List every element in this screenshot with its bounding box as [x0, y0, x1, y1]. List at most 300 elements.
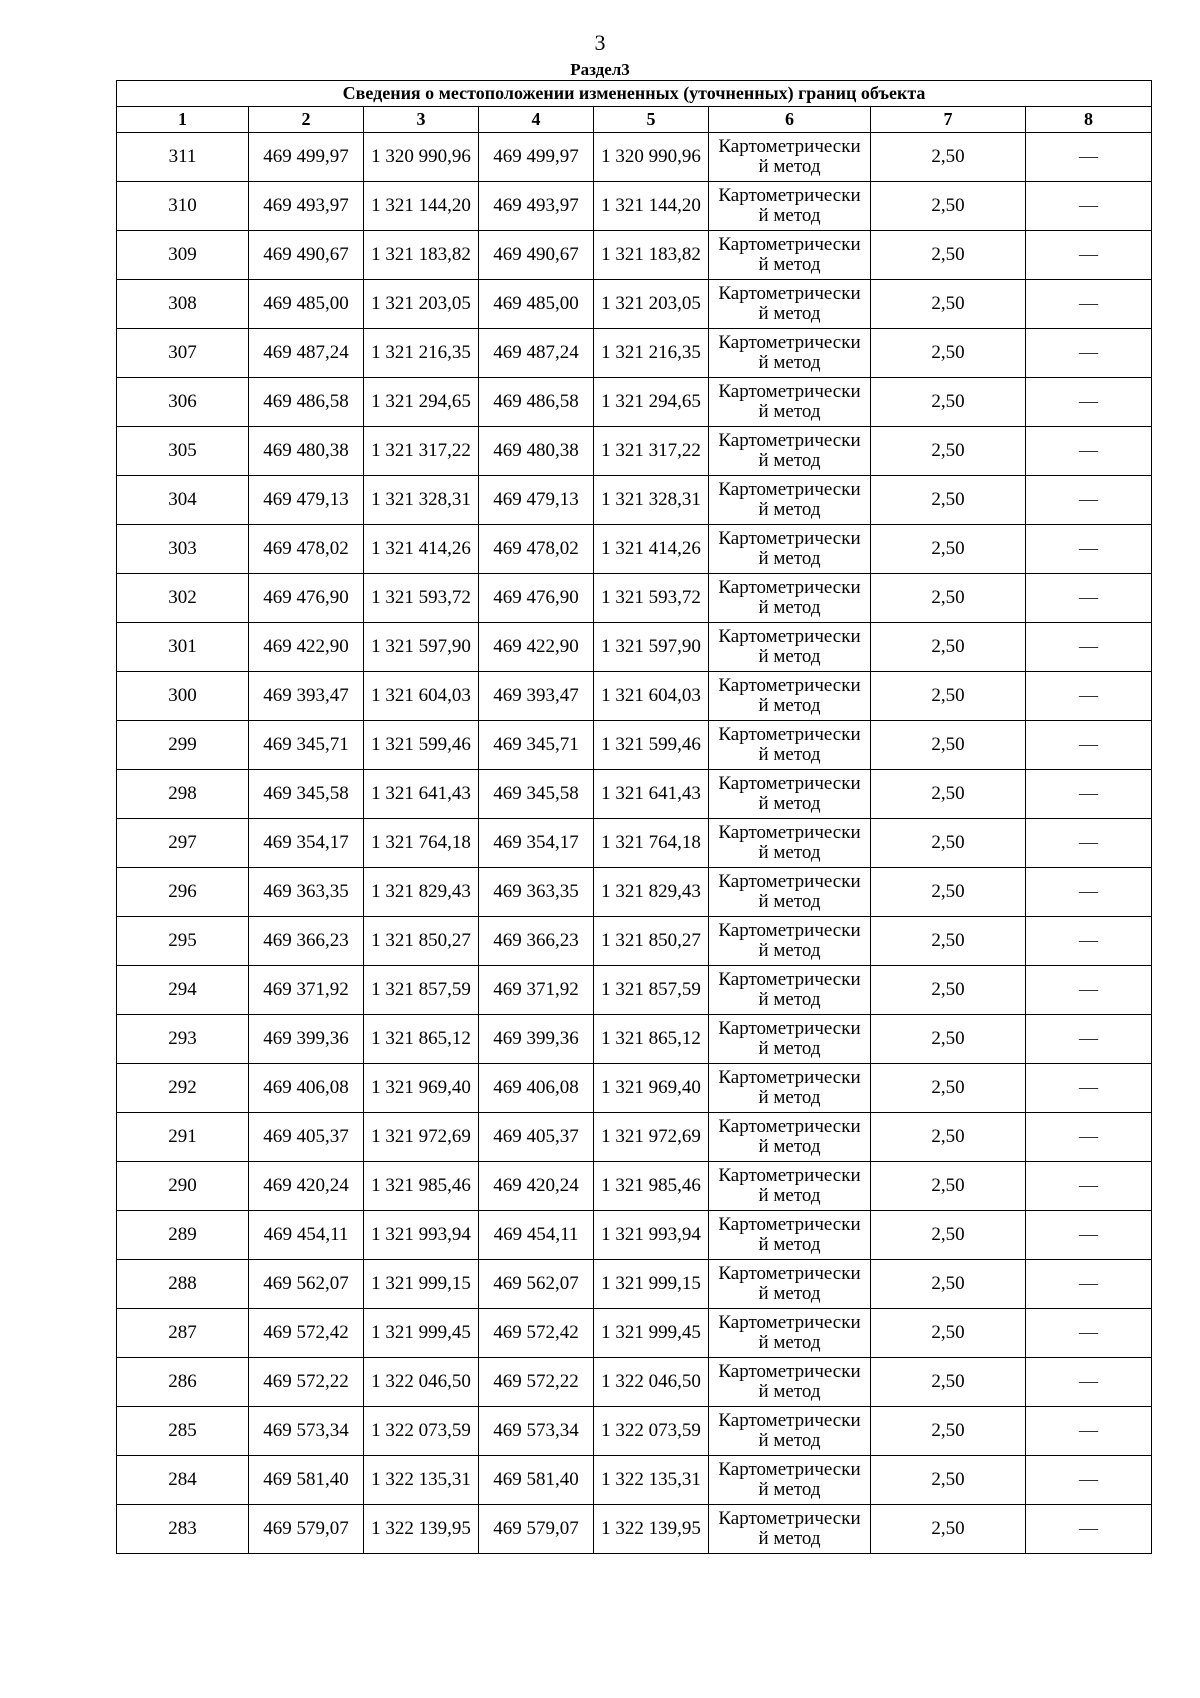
table-row — [117, 378, 1152, 427]
x-existing-cell: 469 486,58 — [249, 378, 364, 427]
x-existing-cell: 469 422,90 — [249, 623, 364, 672]
accuracy-cell: 2,50 — [871, 770, 1026, 819]
method-line-2: й метод — [758, 793, 821, 814]
y-existing-cell: 1 321 203,05 — [364, 280, 479, 329]
method-line-1: Картометрически — [718, 136, 861, 157]
x-new-cell: 469 345,58 — [479, 770, 594, 819]
x-existing-cell: 469 363,35 — [249, 868, 364, 917]
y-existing-cell: 1 321 764,18 — [364, 819, 479, 868]
accuracy-cell: 2,50 — [871, 427, 1026, 476]
accuracy-cell: 2,50 — [871, 1407, 1026, 1456]
x-existing-cell: 469 493,97 — [249, 182, 364, 231]
accuracy-cell: 2,50 — [871, 819, 1026, 868]
method-cell — [709, 329, 871, 378]
x-new-cell: 469 345,71 — [479, 721, 594, 770]
y-existing-cell: 1 321 865,12 — [364, 1015, 479, 1064]
description-cell: — — [1026, 721, 1152, 770]
table-row — [117, 1407, 1152, 1456]
x-new-cell: 469 371,92 — [479, 966, 594, 1015]
accuracy-cell: 2,50 — [871, 623, 1026, 672]
y-new-cell: 1 321 850,27 — [594, 917, 709, 966]
column-header-1: 1 — [117, 107, 249, 133]
x-existing-cell: 469 393,47 — [249, 672, 364, 721]
point-number-cell: 297 — [117, 819, 249, 868]
method-line-1: Картометрически — [718, 577, 861, 598]
method-line-2: й метод — [758, 401, 821, 422]
y-new-cell: 1 322 139,95 — [594, 1505, 709, 1554]
y-new-cell: 1 321 985,46 — [594, 1162, 709, 1211]
table-row — [117, 427, 1152, 476]
y-new-cell: 1 321 764,18 — [594, 819, 709, 868]
method-line-1: Картометрически — [718, 724, 861, 745]
point-number-cell: 301 — [117, 623, 249, 672]
table-row — [117, 819, 1152, 868]
point-number-cell: 307 — [117, 329, 249, 378]
method-line-1: Картометрически — [718, 283, 861, 304]
y-existing-cell: 1 321 216,35 — [364, 329, 479, 378]
method-line-2: й метод — [758, 1234, 821, 1255]
method-cell — [709, 770, 871, 819]
y-existing-cell: 1 321 328,31 — [364, 476, 479, 525]
x-existing-cell: 469 406,08 — [249, 1064, 364, 1113]
description-cell: — — [1026, 1162, 1152, 1211]
method-line-2: й метод — [758, 1430, 821, 1451]
accuracy-cell: 2,50 — [871, 1015, 1026, 1064]
y-existing-cell: 1 321 969,40 — [364, 1064, 479, 1113]
method-cell — [709, 917, 871, 966]
method-cell — [709, 1211, 871, 1260]
accuracy-cell: 2,50 — [871, 476, 1026, 525]
table-row — [117, 329, 1152, 378]
x-new-cell: 469 399,36 — [479, 1015, 594, 1064]
method-line-1: Картометрически — [718, 1018, 861, 1039]
description-cell: — — [1026, 623, 1152, 672]
method-line-1: Картометрически — [718, 1410, 861, 1431]
x-existing-cell: 469 487,24 — [249, 329, 364, 378]
method-line-2: й метод — [758, 1332, 821, 1353]
x-new-cell: 469 573,34 — [479, 1407, 594, 1456]
table-row — [117, 917, 1152, 966]
x-existing-cell: 469 499,97 — [249, 133, 364, 182]
method-line-1: Картометрически — [718, 332, 861, 353]
point-number-cell: 286 — [117, 1358, 249, 1407]
x-new-cell: 469 499,97 — [479, 133, 594, 182]
x-new-cell: 469 393,47 — [479, 672, 594, 721]
x-new-cell: 469 422,90 — [479, 623, 594, 672]
y-existing-cell: 1 322 073,59 — [364, 1407, 479, 1456]
table-row — [117, 1211, 1152, 1260]
y-new-cell: 1 322 046,50 — [594, 1358, 709, 1407]
y-existing-cell: 1 321 597,90 — [364, 623, 479, 672]
description-cell: — — [1026, 1505, 1152, 1554]
x-new-cell: 469 581,40 — [479, 1456, 594, 1505]
method-line-1: Картометрически — [718, 234, 861, 255]
y-existing-cell: 1 321 294,65 — [364, 378, 479, 427]
point-number-cell: 291 — [117, 1113, 249, 1162]
table-row — [117, 1505, 1152, 1554]
y-existing-cell: 1 321 850,27 — [364, 917, 479, 966]
column-header-3: 3 — [364, 107, 479, 133]
method-cell — [709, 1113, 871, 1162]
table-row — [117, 672, 1152, 721]
table-row — [117, 1456, 1152, 1505]
method-cell — [709, 868, 871, 917]
y-new-cell: 1 322 135,31 — [594, 1456, 709, 1505]
x-existing-cell: 469 490,67 — [249, 231, 364, 280]
method-cell — [709, 721, 871, 770]
y-existing-cell: 1 322 139,95 — [364, 1505, 479, 1554]
y-existing-cell: 1 321 599,46 — [364, 721, 479, 770]
column-header-5: 5 — [594, 107, 709, 133]
x-existing-cell: 469 485,00 — [249, 280, 364, 329]
method-line-2: й метод — [758, 156, 821, 177]
method-line-1: Картометрически — [718, 773, 861, 794]
x-new-cell: 469 572,22 — [479, 1358, 594, 1407]
method-line-2: й метод — [758, 548, 821, 569]
point-number-cell: 306 — [117, 378, 249, 427]
x-existing-cell: 469 399,36 — [249, 1015, 364, 1064]
boundary-coordinates-table — [116, 80, 1152, 1554]
table-row — [117, 525, 1152, 574]
accuracy-cell: 2,50 — [871, 721, 1026, 770]
method-cell — [709, 1015, 871, 1064]
description-cell: — — [1026, 133, 1152, 182]
description-cell: — — [1026, 1358, 1152, 1407]
accuracy-cell: 2,50 — [871, 1456, 1026, 1505]
point-number-cell: 311 — [117, 133, 249, 182]
y-existing-cell: 1 321 144,20 — [364, 182, 479, 231]
point-number-cell: 300 — [117, 672, 249, 721]
column-header-7: 7 — [871, 107, 1026, 133]
y-existing-cell: 1 321 414,26 — [364, 525, 479, 574]
method-line-1: Картометрически — [718, 1165, 861, 1186]
y-new-cell: 1 321 999,15 — [594, 1260, 709, 1309]
point-number-cell: 308 — [117, 280, 249, 329]
description-cell: — — [1026, 917, 1152, 966]
method-cell — [709, 378, 871, 427]
column-header-8: 8 — [1026, 107, 1152, 133]
x-existing-cell: 469 573,34 — [249, 1407, 364, 1456]
y-new-cell: 1 321 203,05 — [594, 280, 709, 329]
table-row — [117, 476, 1152, 525]
accuracy-cell: 2,50 — [871, 231, 1026, 280]
method-line-2: й метод — [758, 1528, 821, 1549]
point-number-cell: 293 — [117, 1015, 249, 1064]
description-cell: — — [1026, 476, 1152, 525]
description-cell: — — [1026, 1211, 1152, 1260]
x-existing-cell: 469 572,22 — [249, 1358, 364, 1407]
y-new-cell: 1 321 857,59 — [594, 966, 709, 1015]
y-existing-cell: 1 322 135,31 — [364, 1456, 479, 1505]
y-new-cell: 1 321 829,43 — [594, 868, 709, 917]
table-row — [117, 1260, 1152, 1309]
table-row — [117, 574, 1152, 623]
accuracy-cell: 2,50 — [871, 966, 1026, 1015]
method-line-2: й метод — [758, 499, 821, 520]
y-existing-cell: 1 321 972,69 — [364, 1113, 479, 1162]
method-line-2: й метод — [758, 1381, 821, 1402]
table-row — [117, 1162, 1152, 1211]
x-new-cell: 469 476,90 — [479, 574, 594, 623]
table-row — [117, 770, 1152, 819]
x-new-cell: 469 579,07 — [479, 1505, 594, 1554]
method-cell — [709, 1456, 871, 1505]
method-line-2: й метод — [758, 940, 821, 961]
point-number-cell: 288 — [117, 1260, 249, 1309]
method-line-2: й метод — [758, 254, 821, 275]
table-row — [117, 1113, 1152, 1162]
method-line-1: Картометрически — [718, 626, 861, 647]
description-cell: — — [1026, 1015, 1152, 1064]
point-number-cell: 303 — [117, 525, 249, 574]
column-header-4: 4 — [479, 107, 594, 133]
y-existing-cell: 1 321 604,03 — [364, 672, 479, 721]
table-row — [117, 182, 1152, 231]
y-new-cell: 1 321 969,40 — [594, 1064, 709, 1113]
y-existing-cell: 1 322 046,50 — [364, 1358, 479, 1407]
accuracy-cell: 2,50 — [871, 1358, 1026, 1407]
y-new-cell: 1 321 317,22 — [594, 427, 709, 476]
page-number: 3 — [594, 30, 606, 55]
table-row — [117, 966, 1152, 1015]
method-line-2: й метод — [758, 1087, 821, 1108]
x-existing-cell: 469 345,71 — [249, 721, 364, 770]
description-cell: — — [1026, 525, 1152, 574]
x-existing-cell: 469 572,42 — [249, 1309, 364, 1358]
accuracy-cell: 2,50 — [871, 1505, 1026, 1554]
x-existing-cell: 469 478,02 — [249, 525, 364, 574]
y-existing-cell: 1 321 183,82 — [364, 231, 479, 280]
method-line-1: Картометрически — [718, 1263, 861, 1284]
method-line-1: Картометрически — [718, 1214, 861, 1235]
section-title: Раздел3 — [570, 60, 630, 79]
x-new-cell: 469 493,97 — [479, 182, 594, 231]
y-existing-cell: 1 321 857,59 — [364, 966, 479, 1015]
x-existing-cell: 469 345,58 — [249, 770, 364, 819]
method-cell — [709, 231, 871, 280]
table-row — [117, 133, 1152, 182]
description-cell: — — [1026, 1113, 1152, 1162]
point-number-cell: 294 — [117, 966, 249, 1015]
method-line-2: й метод — [758, 205, 821, 226]
table-row — [117, 868, 1152, 917]
column-header-6: 6 — [709, 107, 871, 133]
x-new-cell: 469 572,42 — [479, 1309, 594, 1358]
y-new-cell: 1 321 641,43 — [594, 770, 709, 819]
method-cell — [709, 280, 871, 329]
y-new-cell: 1 321 183,82 — [594, 231, 709, 280]
table-row — [117, 1309, 1152, 1358]
x-existing-cell: 469 476,90 — [249, 574, 364, 623]
method-line-1: Картометрически — [718, 1508, 861, 1529]
method-cell — [709, 672, 871, 721]
point-number-cell: 304 — [117, 476, 249, 525]
x-new-cell: 469 406,08 — [479, 1064, 594, 1113]
accuracy-cell: 2,50 — [871, 182, 1026, 231]
point-number-cell: 299 — [117, 721, 249, 770]
x-new-cell: 469 478,02 — [479, 525, 594, 574]
method-line-1: Картометрически — [718, 1116, 861, 1137]
x-new-cell: 469 479,13 — [479, 476, 594, 525]
point-number-cell: 289 — [117, 1211, 249, 1260]
y-new-cell: 1 320 990,96 — [594, 133, 709, 182]
y-new-cell: 1 321 972,69 — [594, 1113, 709, 1162]
point-number-cell: 309 — [117, 231, 249, 280]
description-cell: — — [1026, 427, 1152, 476]
accuracy-cell: 2,50 — [871, 574, 1026, 623]
description-cell: — — [1026, 280, 1152, 329]
method-cell — [709, 1309, 871, 1358]
description-cell: — — [1026, 770, 1152, 819]
description-cell: — — [1026, 1407, 1152, 1456]
method-line-1: Картометрически — [718, 479, 861, 500]
x-new-cell: 469 486,58 — [479, 378, 594, 427]
x-existing-cell: 469 420,24 — [249, 1162, 364, 1211]
accuracy-cell: 2,50 — [871, 280, 1026, 329]
method-line-1: Картометрически — [718, 920, 861, 941]
accuracy-cell: 2,50 — [871, 1260, 1026, 1309]
method-line-1: Картометрически — [718, 430, 861, 451]
x-existing-cell: 469 581,40 — [249, 1456, 364, 1505]
method-line-2: й метод — [758, 646, 821, 667]
method-line-2: й метод — [758, 1185, 821, 1206]
method-line-2: й метод — [758, 1136, 821, 1157]
accuracy-cell: 2,50 — [871, 1162, 1026, 1211]
y-new-cell: 1 321 999,45 — [594, 1309, 709, 1358]
y-existing-cell: 1 321 317,22 — [364, 427, 479, 476]
description-cell: — — [1026, 672, 1152, 721]
method-line-2: й метод — [758, 597, 821, 618]
method-cell — [709, 133, 871, 182]
table-row — [117, 280, 1152, 329]
method-cell — [709, 574, 871, 623]
x-existing-cell: 469 354,17 — [249, 819, 364, 868]
method-line-2: й метод — [758, 450, 821, 471]
x-new-cell: 469 454,11 — [479, 1211, 594, 1260]
column-header-2: 2 — [249, 107, 364, 133]
table-row — [117, 1358, 1152, 1407]
description-cell: — — [1026, 1456, 1152, 1505]
method-line-1: Картометрически — [718, 528, 861, 549]
y-existing-cell: 1 320 990,96 — [364, 133, 479, 182]
y-existing-cell: 1 321 999,45 — [364, 1309, 479, 1358]
accuracy-cell: 2,50 — [871, 525, 1026, 574]
x-new-cell: 469 485,00 — [479, 280, 594, 329]
method-line-1: Картометрически — [718, 185, 861, 206]
y-new-cell: 1 321 294,65 — [594, 378, 709, 427]
y-new-cell: 1 321 593,72 — [594, 574, 709, 623]
description-cell: — — [1026, 1309, 1152, 1358]
x-existing-cell: 469 454,11 — [249, 1211, 364, 1260]
point-number-cell: 296 — [117, 868, 249, 917]
accuracy-cell: 2,50 — [871, 1211, 1026, 1260]
point-number-cell: 292 — [117, 1064, 249, 1113]
description-cell: — — [1026, 231, 1152, 280]
y-new-cell: 1 321 599,46 — [594, 721, 709, 770]
method-line-1: Картометрически — [718, 381, 861, 402]
x-existing-cell: 469 366,23 — [249, 917, 364, 966]
method-line-2: й метод — [758, 695, 821, 716]
accuracy-cell: 2,50 — [871, 1064, 1026, 1113]
method-cell — [709, 427, 871, 476]
point-number-cell: 298 — [117, 770, 249, 819]
y-new-cell: 1 322 073,59 — [594, 1407, 709, 1456]
method-line-1: Картометрически — [718, 675, 861, 696]
x-new-cell: 469 420,24 — [479, 1162, 594, 1211]
point-number-cell: 287 — [117, 1309, 249, 1358]
x-new-cell: 469 562,07 — [479, 1260, 594, 1309]
description-cell: — — [1026, 1064, 1152, 1113]
x-existing-cell: 469 479,13 — [249, 476, 364, 525]
x-new-cell: 469 354,17 — [479, 819, 594, 868]
method-cell — [709, 525, 871, 574]
method-cell — [709, 623, 871, 672]
method-line-1: Картометрически — [718, 822, 861, 843]
description-cell: — — [1026, 182, 1152, 231]
method-line-2: й метод — [758, 891, 821, 912]
x-new-cell: 469 490,67 — [479, 231, 594, 280]
description-cell: — — [1026, 1260, 1152, 1309]
table-row — [117, 231, 1152, 280]
x-new-cell: 469 487,24 — [479, 329, 594, 378]
description-cell: — — [1026, 966, 1152, 1015]
accuracy-cell: 2,50 — [871, 133, 1026, 182]
accuracy-cell: 2,50 — [871, 1309, 1026, 1358]
description-cell: — — [1026, 574, 1152, 623]
table-caption: Сведения о местоположении измененных (уточненных) границ объекта — [117, 81, 1152, 107]
y-new-cell: 1 321 604,03 — [594, 672, 709, 721]
description-cell: — — [1026, 329, 1152, 378]
method-line-2: й метод — [758, 352, 821, 373]
method-cell — [709, 1505, 871, 1554]
x-existing-cell: 469 480,38 — [249, 427, 364, 476]
point-number-cell: 285 — [117, 1407, 249, 1456]
y-new-cell: 1 321 328,31 — [594, 476, 709, 525]
accuracy-cell: 2,50 — [871, 917, 1026, 966]
description-cell: — — [1026, 378, 1152, 427]
x-new-cell: 469 480,38 — [479, 427, 594, 476]
x-existing-cell: 469 562,07 — [249, 1260, 364, 1309]
x-existing-cell: 469 371,92 — [249, 966, 364, 1015]
point-number-cell: 283 — [117, 1505, 249, 1554]
y-new-cell: 1 321 144,20 — [594, 182, 709, 231]
x-new-cell: 469 366,23 — [479, 917, 594, 966]
accuracy-cell: 2,50 — [871, 329, 1026, 378]
point-number-cell: 305 — [117, 427, 249, 476]
y-new-cell: 1 321 597,90 — [594, 623, 709, 672]
y-existing-cell: 1 321 999,15 — [364, 1260, 479, 1309]
table-row — [117, 623, 1152, 672]
table-row — [117, 1015, 1152, 1064]
accuracy-cell: 2,50 — [871, 868, 1026, 917]
y-existing-cell: 1 321 993,94 — [364, 1211, 479, 1260]
point-number-cell: 295 — [117, 917, 249, 966]
method-cell — [709, 966, 871, 1015]
y-new-cell: 1 321 865,12 — [594, 1015, 709, 1064]
table-row — [117, 1064, 1152, 1113]
accuracy-cell: 2,50 — [871, 672, 1026, 721]
x-new-cell: 469 363,35 — [479, 868, 594, 917]
point-number-cell: 284 — [117, 1456, 249, 1505]
accuracy-cell: 2,50 — [871, 378, 1026, 427]
accuracy-cell: 2,50 — [871, 1113, 1026, 1162]
method-line-2: й метод — [758, 1038, 821, 1059]
x-new-cell: 469 405,37 — [479, 1113, 594, 1162]
point-number-cell: 302 — [117, 574, 249, 623]
y-new-cell: 1 321 414,26 — [594, 525, 709, 574]
method-line-2: й метод — [758, 303, 821, 324]
point-number-cell: 290 — [117, 1162, 249, 1211]
